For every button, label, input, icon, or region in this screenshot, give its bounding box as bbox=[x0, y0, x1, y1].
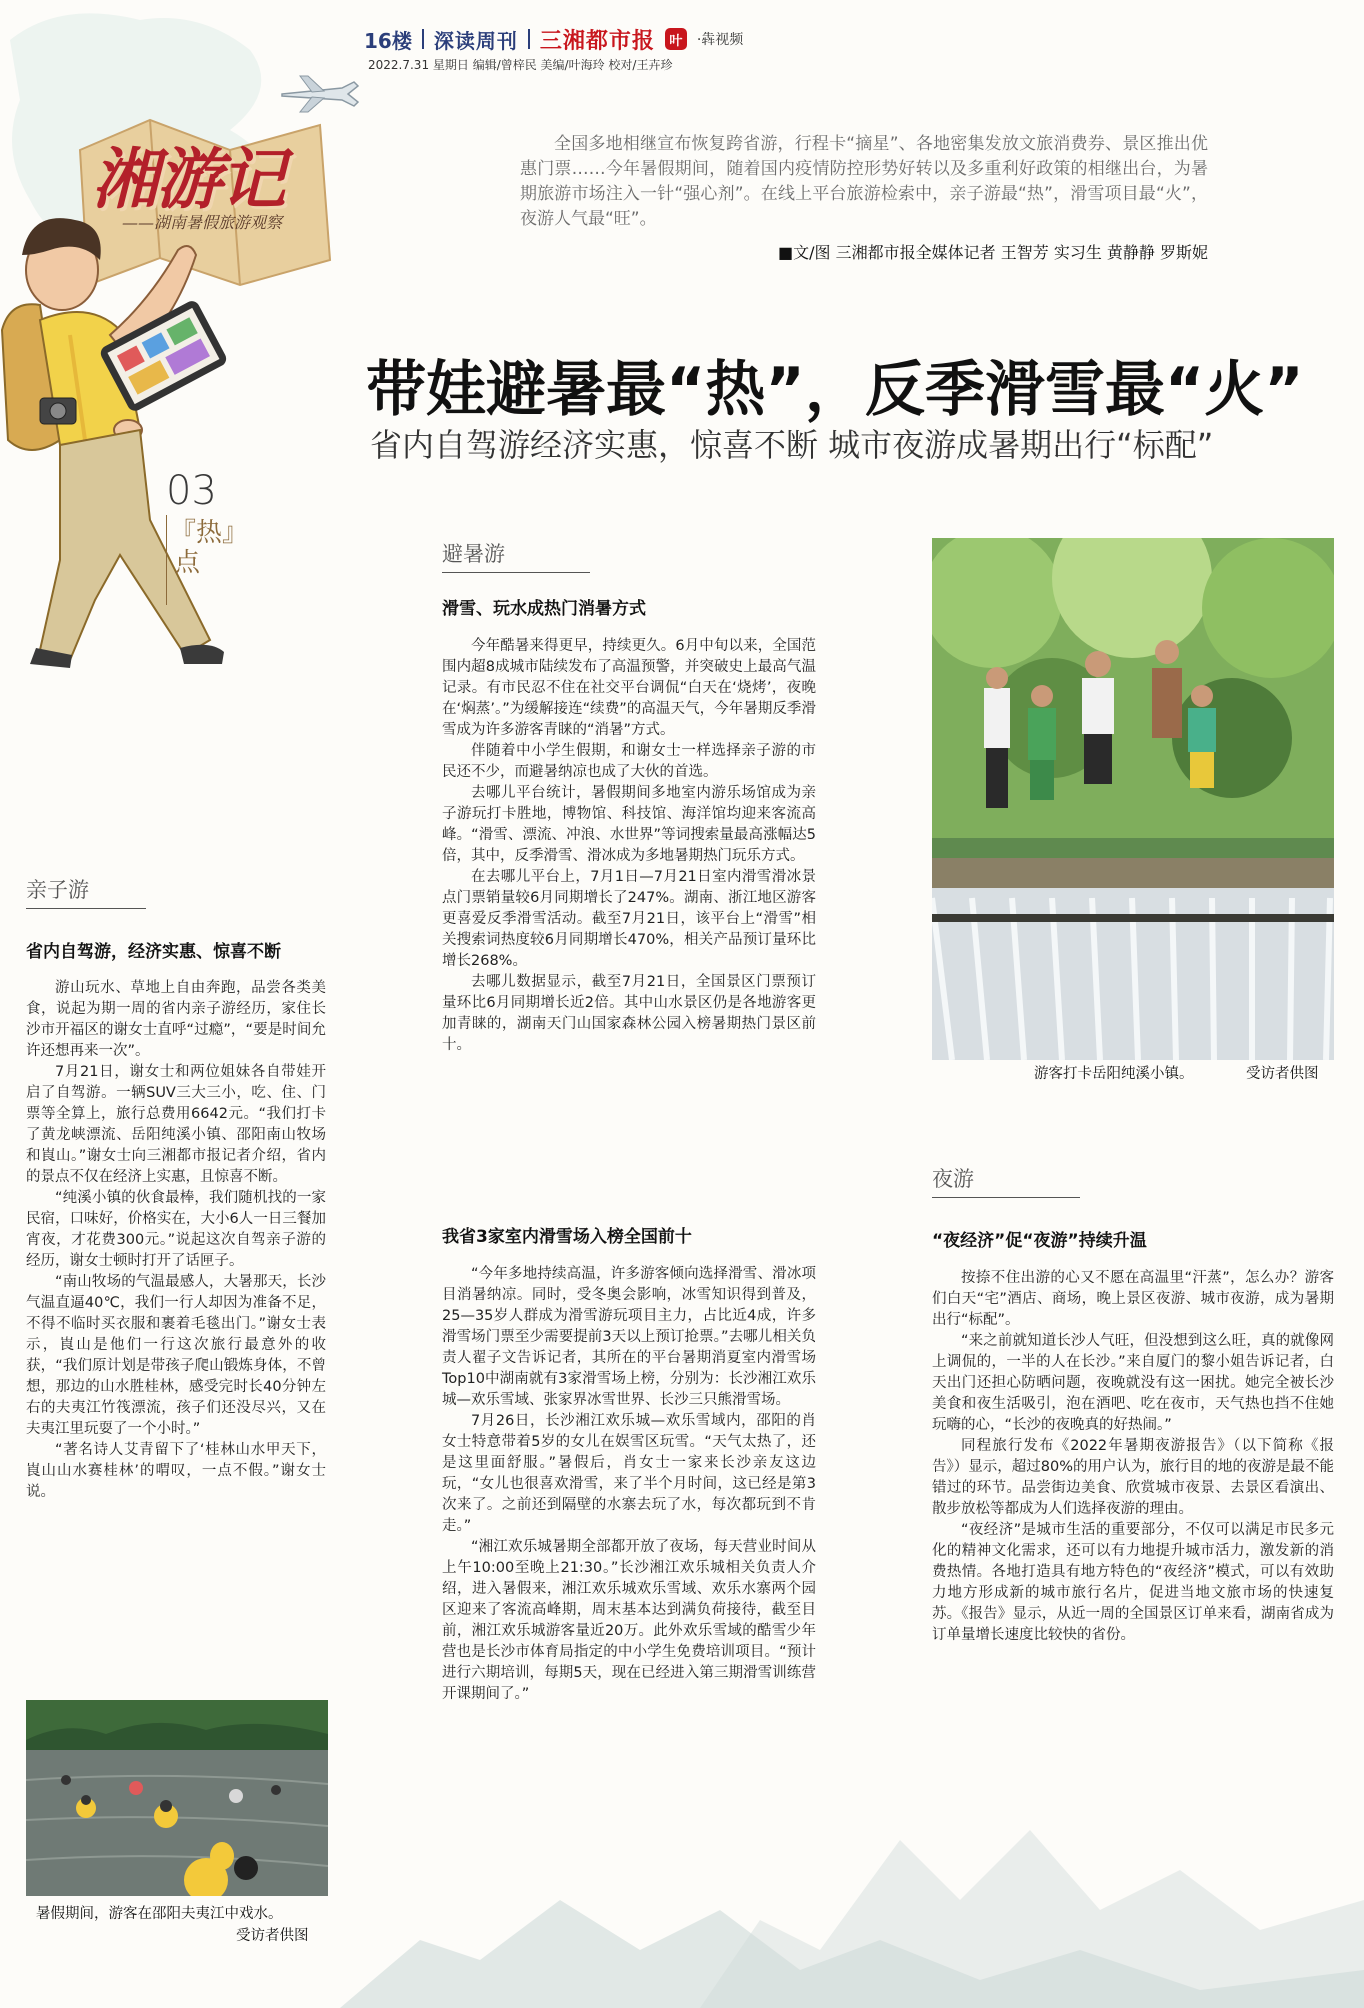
video-brand: ·犇视频 bbox=[696, 32, 744, 48]
article-intro: 全国多地相继宣布恢复跨省游，行程卡“摘星”、各地密集发放文旅消费券、景区推出优惠门票……今年暑假期间，随着国内疫情防控形势好转以及多重利好政策的相继出台，为暑期旅游市场注入一针“强心剂”。在线上平台旅游检索中，亲子游最“热”，滑雪项目最“火”，夜游人气最“旺”。 bbox=[520, 134, 1208, 229]
paragraph: 去哪儿数据显示，截至7月21日，全国景区门票预订量环比6月同期增长近2倍。其中山水景区仍是各地游客更加青睐的，湖南天门山国家森林公园入榜暑期热门景区前十。 bbox=[442, 974, 816, 1053]
paragraph: 今年酷暑来得更早，持续更久。6月中旬以来，全国范围内超8成城市陆续发布了高温预警，并突破史上最高气温记录。有市民忍不住在社交平台调侃“白天在‘烧烤’，夜晚在‘焖蒸’。”为缓解接连“续费”的高温天气，今年暑期反季滑雪成为许多游客青睐的“消暑”方式。 bbox=[442, 638, 816, 738]
river-photo-caption: 暑假期间，游客在邵阳夫夷江中戏水。 bbox=[36, 1906, 283, 1922]
river-photo-credit: 受访者供图 bbox=[236, 1928, 309, 1944]
paragraph: 游山玩水、草地上自由奔跑，品尝各类美食，说起为期一周的省内亲子游经历，家住长沙市开福区的谢女士直呼“过瘾”，“要是时间允许还想再来一次”。 bbox=[26, 980, 326, 1059]
article-body-family bbox=[26, 978, 326, 1503]
section-tag-summer: 避暑游 bbox=[442, 538, 590, 573]
paragraph: 在去哪儿平台上，7月1日—7月21日室内滑雪滑冰景点门票销量较6月同期增长了247%。湖南、浙江地区游客更喜爱反季滑雪活动。截至7月21日，该平台上“滑雪”相关搜索词热度较6月同期增长470%，相关产品预订量环比增长268%。 bbox=[442, 869, 816, 969]
column-brand-title: 湘游记 bbox=[92, 140, 284, 218]
paragraph: “著名诗人艾青留下了‘桂林山水甲天下，崀山山水赛桂林’的喟叹，一点不假。”谢女士说。 bbox=[26, 1442, 326, 1500]
app-logo-icon: 叶 bbox=[665, 28, 687, 50]
article-byline: ■文/图 三湘都市报全媒体记者 王智芳 实习生 黄静静 罗斯妮 bbox=[778, 243, 1208, 262]
edition-credits: 2022.7.31 星期日 编辑/曾梓民 美编/叶海玲 校对/王卉珍 bbox=[368, 58, 673, 72]
paragraph: “今年多地持续高温，许多游客倾向选择滑雪、滑冰项目消暑纳凉。同时，受冬奥会影响，冰雪知识得到普及，25—35岁人群成为滑雪游玩项目主力，占比近4成，许多滑雪场门票至少需要提前3天以上预订抢票。”去哪儿相关负责人翟子文告诉记者，其所在的平台暑期消夏室内滑雪场Top10中湖南就有3家滑雪场上榜，分别为：长沙湘江欢乐城—欢乐雪域、张家界冰雪世界、长沙三只熊滑雪场。 bbox=[442, 1266, 816, 1408]
weekly-name: 深读周刊 bbox=[433, 28, 518, 53]
paragraph: 7月26日，长沙湘江欢乐城—欢乐雪域内，邵阳的肖女士特意带着5岁的女儿在娱雪区玩雪。“天气太热了，还是这里面舒服。”暑假后，肖女士一家来长沙亲友这边玩，“女儿也很喜欢滑雪，来了半个月时间，这已经是第3次来了。之前还到隔壁的水寨去玩了水，每次都玩到不肯走。” bbox=[442, 1413, 816, 1534]
waterfall-photo-caption: 游客打卡岳阳纯溪小镇。 bbox=[1034, 1066, 1194, 1082]
paper-name: 三湘都市报 bbox=[539, 28, 655, 54]
paragraph: “南山牧场的气温最感人，大暑那天，长沙气温直逼40℃，我们一行人却因为准备不足，不得不临时买衣服和裹着毛毯出门。”谢女士表示，崀山是他们一行这次旅行最意外的收获，“我们原计划是带孩子爬山锻炼身体，不曾想，那边的山水胜桂林，感受完时长40分钟左右的夫夷江竹筏漂流，孩子们还没尽兴，又在夫夷江里玩耍了一个小时。” bbox=[26, 1274, 326, 1437]
paragraph: “湘江欢乐城暑期全部都开放了夜场，每天营业时间从上午10:00至晚上21:30。”长沙湘江欢乐城相关负责人介绍，进入暑假来，湘江欢乐城欢乐雪域、欢乐水寨两个园区迎来了客流高峰期，周末基本达到满负荷接待，截至目前，湘江欢乐城游客量近20万。此外欢乐雪域的酷雪少年营也是长沙市体育局指定的中小学生免费培训项目。“预计进行六期培训，每期5天，现在已经进入第三期滑雪训练营开课期间了。” bbox=[442, 1539, 816, 1702]
section-rule bbox=[166, 515, 167, 605]
column-brand-subtitle: ——湖南暑假旅游观察 bbox=[122, 213, 283, 232]
sub-headline: 省内自驾游经济实惠，惊喜不断 城市夜游成暑期出行“标配” bbox=[370, 426, 1214, 464]
article-heading-family: 省内自驾游，经济实惠、惊喜不断 bbox=[26, 942, 281, 962]
article-heading-night: “夜经济”促“夜游”持续升温 bbox=[932, 1231, 1147, 1251]
river-photo bbox=[26, 1700, 328, 1896]
article-body-ski bbox=[442, 636, 816, 1056]
paragraph: 伴随着中小学生假期，和谢女士一样选择亲子游的市民还不少，而避暑纳凉也成了大伙的首选。 bbox=[442, 743, 816, 780]
paragraph: 去哪儿平台统计，暑假期间多地室内游乐场馆成为亲子游玩打卡胜地，博物馆、科技馆、海洋馆均迎来客流高峰。“滑雪、漂流、冲浪、水世界”等词搜索量最高涨幅达5倍，其中，反季滑雪、滑冰成为多地暑期热门玩乐方式。 bbox=[442, 785, 816, 864]
traveler-illustration bbox=[0, 0, 364, 700]
paragraph: 按捺不住出游的心又不愿在高温里“汗蒸”，怎么办？游客们白天“宅”酒店、商场，晚上景区夜游、城市夜游，成为暑期出行“标配”。 bbox=[932, 1270, 1334, 1328]
camera-icon bbox=[40, 398, 76, 424]
waterfall-photo bbox=[932, 538, 1334, 1060]
article-body-night bbox=[932, 1268, 1334, 1646]
paragraph: “夜经济”是城市生活的重要部分，不仅可以满足市民多元化的精神文化需求，还可以有力地提升城市活力，激发新的消费热情。各地打造具有地方特色的“夜经济”模式，可以有效助力地方形成新的城市旅行名片，促进当地文旅市场的快速复苏。《报告》显示，从近一周的全国景区订单来看，湖南省成为订单量增长速度比较快的省份。 bbox=[932, 1522, 1334, 1643]
paragraph: 同程旅行发布《2022年暑期夜游报告》（以下简称《报告》）显示，超过80%的用户认为，旅行目的地的夜游是最不能错过的环节。品尝街边美食、欣赏城市夜景、去景区看演出、散步放松等都成为人们选择夜游的理由。 bbox=[932, 1438, 1334, 1517]
article-body-indoor-ski bbox=[442, 1264, 816, 1705]
main-headline: 带娃避暑最“热”，反季滑雪最“火” bbox=[366, 355, 1304, 425]
paragraph: 7月21日，谢女士和两位姐妹各自带娃开启了自驾游。一辆SUV三大三小，吃、住、门票等全算上，旅行总费用6642元。“我们打卡了黄龙峡漂流、岳阳纯溪小镇、邵阳南山牧场和崀山。”谢女士向三湘都市报记者介绍，省内的景点不仅在经济上实惠，且惊喜不断。 bbox=[26, 1064, 326, 1185]
article-heading-indoor-ski: 我省3家室内滑雪场入榜全国前十 bbox=[442, 1227, 692, 1247]
section-tag-family: 亲子游 bbox=[26, 874, 146, 909]
section-number: 03 bbox=[166, 468, 217, 514]
masthead-divider bbox=[528, 29, 530, 49]
paragraph: “纯溪小镇的伙食最棒，我们随机找的一家民宿，口味好，价格实在，大小6人一日三餐加宵夜，才花费300元。”说起这次自驾亲子游的经历，谢女士顿时打开了话匣子。 bbox=[26, 1190, 326, 1269]
masthead bbox=[364, 24, 743, 54]
waterfall-photo-credit: 受访者供图 bbox=[1246, 1066, 1319, 1082]
section-label: 『热』点 bbox=[170, 518, 249, 578]
paragraph: “来之前就知道长沙人气旺，但没想到这么旺，真的就像网上调侃的，一半的人在长沙。”来自厦门的黎小姐告诉记者，白天出门还担心防晒问题，夜晚就没有这一困扰。她完全被长沙美食和夜生活吸引，泡在酒吧、吃在夜市，天气热也挡不住她玩嗨的心，“长沙的夜晚真的好热闹。” bbox=[932, 1333, 1334, 1433]
section-tag-night: 夜游 bbox=[932, 1163, 1080, 1198]
page-number: 16楼 bbox=[364, 28, 412, 53]
airplane-icon bbox=[282, 76, 358, 112]
article-heading-ski: 滑雪、玩水成热门消暑方式 bbox=[442, 599, 646, 619]
masthead-divider bbox=[422, 29, 424, 49]
